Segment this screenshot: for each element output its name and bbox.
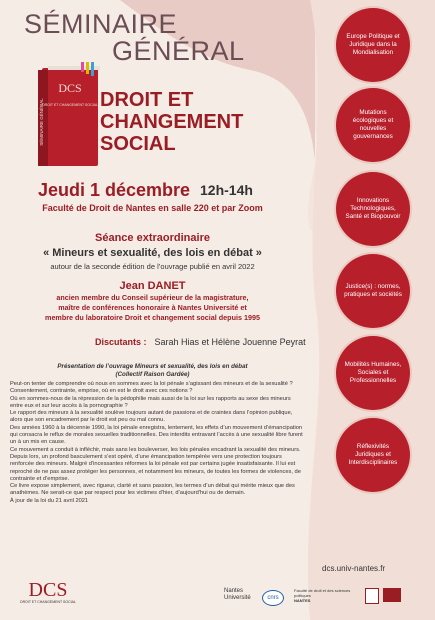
paragraph: Le rapport des mineurs à la sexualité soulève toujours autant de passions et de craintes dans l’opinion publique, alors que son encadrement par le droit est peu ou mal connu. [10,410,293,424]
seance-label: Séance extraordinaire [95,232,210,244]
paragraph: Ce livre expose simplement, avec rigueur, clarté et sans passion, les termes d’un débat qui mérite mieux que des anathèmes. Ne serait-ce que par respect pour les victimes d’hier, d’aujourd’hui ou de demain. [10,483,295,497]
logo-dcs: DCS DROIT ET CHANGEMENT SOCIAL [20,579,76,604]
book-logo: DCS [58,81,82,95]
presentation-body [10,381,305,505]
paragraph: Des années 1960 à la décennie 1990, la loi pénale enregistra, lentement, les effets d’un mouvement d’émancipation qui consacra le reflux de morales sexuelles traditionnelles. Des interdits entravant l’accès à une sexualité libre furent un à un mis en cause. [10,424,303,446]
theme-circle-innovation: Innovations Technologiques, Santé et Biopouvoir [336,172,410,246]
event-time: 12h-14h [200,182,253,198]
speaker-name: Jean DANET [119,280,186,292]
seance-title: « Mineurs et sexualité, des lois en débat » [43,247,262,259]
logo-square-icon-2 [383,588,401,602]
paragraph: Depuis lors, un profond basculement s’est opéré, d’une émancipation tempérée vers une protection toujours renforcée des mineurs. Malgré d’incessantes réformes la loi pénale est par certains jugée insatisfaisante. Il lui est reproché de ne pas assez protéger les personnes, et notamment les mineurs, de toutes les formes de violences, de contrainte et d’emprise. [10,453,301,482]
discussants-names: Sarah Hias et Hélène Jouenne Peyrat [154,337,306,347]
speaker-bio: ancien membre du Conseil supérieur de la magistrature, maître de conférences honoraire à Nantes Université et membre du laboratoire Droit et changement social depuis 1995 [45,293,260,322]
theme-circle-europe: Europe Politique et Juridique dans la Mondialisation [336,8,410,82]
theme-circle-mobility: Mobilités Humaines, Sociales et Professionnelles [336,336,410,410]
presentation-title: Présentation de l’ouvrage Mineurs et sexualité, des lois en débat (Collectif Raison Gardée) [57,363,248,378]
book-text: DROIT ET CHANGEMENT SOCIAL [42,103,98,107]
discussants [95,337,306,347]
logo-nantes-universite: Nantes Université [224,588,251,601]
event-place: Faculté de Droit de Nantes en salle 220 et par Zoom [42,203,263,213]
logo-faculte-droit: Faculté de droit et des sciences politiques NANTES [294,588,351,603]
logo-cnrs: cnrs [262,590,284,606]
book-spine: SÉMINAIRE GÉNÉRAL [39,98,44,146]
theme-circle-ecology: Mutations écologiques et nouvelles gouvernances [336,88,410,162]
event-date: Jeudi 1 décembre [38,180,191,200]
theme-circle-reflexivity: Réflexivités Juridiques et Interdisciplinaires [336,418,410,492]
paragraph: Où en sommes-nous de la répression de la pédophilie mais aussi de la loi sur les rapports au sexe des mineurs entre eux et sur leur accès à la pornographie ? [10,395,291,409]
website-link[interactable]: dcs.univ-nantes.fr [322,564,386,573]
seance-subtitle: autour de la seconde édition de l’ouvrage publié en avril 2022 [50,262,255,271]
discussants-label: Discutants : [95,337,147,347]
paragraph: Peut-on tenter de comprendre où nous en sommes avec la loi pénale s’agissant des mineurs et de la sexualité ? Consentement, contrainte, emprise, où en est le droit avec ces notions ? [10,381,293,395]
title-dcs: DROIT ET CHANGEMENT SOCIAL [100,89,244,155]
theme-circle-justice: Justice(s) : normes, pratiques et sociétés [336,254,410,328]
logo-square-icon [365,588,379,604]
paragraph: Ce mouvement a conduit à infléchir, mais sans les bouleverser, les lois pénales encadrant la sexualité des mineurs. [10,446,301,453]
book-illustration [34,62,106,172]
title-seminaire: SÉMINAIRE [24,9,178,39]
title-general: GÉNÉRAL [112,36,245,66]
paragraph: À jour de la loi du 21 avril 2021 [10,497,89,504]
